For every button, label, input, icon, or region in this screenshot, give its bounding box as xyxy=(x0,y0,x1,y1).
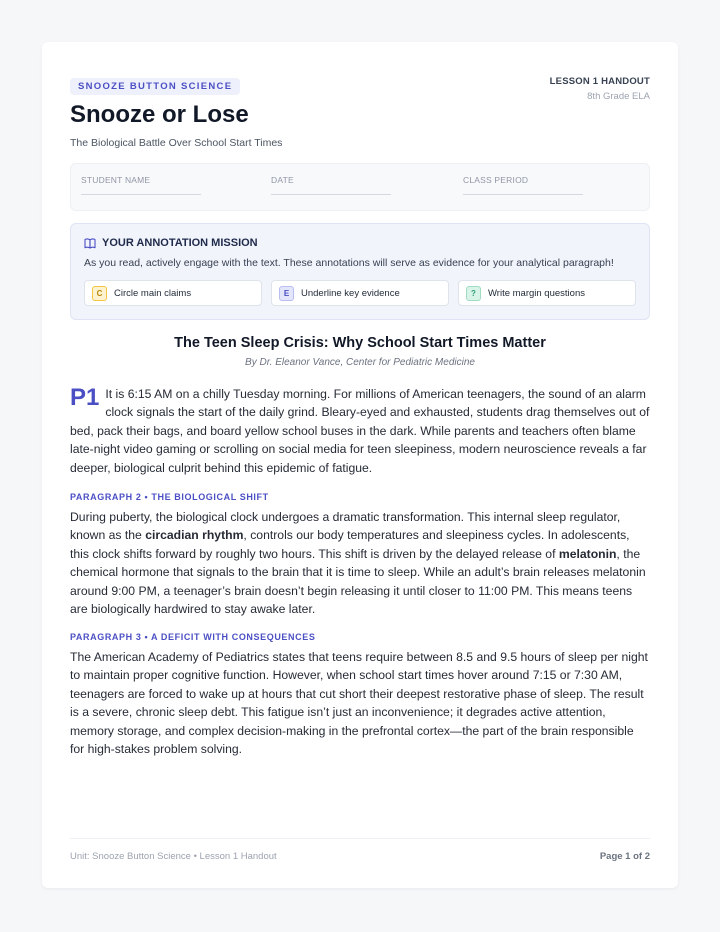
paragraph-3 xyxy=(70,632,650,758)
paragraph-2-label: PARAGRAPH 2 • THE BIOLOGICAL SHIFT xyxy=(70,492,269,502)
page-subtitle: The Biological Battle Over School Start Times xyxy=(70,137,283,149)
class-period-label: CLASS PERIOD xyxy=(463,175,529,185)
page-footer xyxy=(70,838,650,869)
mission-title: YOUR ANNOTATION MISSION xyxy=(102,237,258,249)
paragraph-3-label: PARAGRAPH 3 • A DEFICIT WITH CONSEQUENCES xyxy=(70,632,316,642)
paragraph-marker: P1 xyxy=(70,384,100,411)
article-title: The Teen Sleep Crisis: Why School Start Times Matter xyxy=(174,335,546,351)
badge-e: E xyxy=(279,286,294,301)
annotation-key xyxy=(84,280,636,306)
lesson-label: LESSON 1 HANDOUT xyxy=(549,76,650,87)
handout-page xyxy=(42,42,678,888)
student-name-field[interactable] xyxy=(81,175,201,195)
chip-label: Write margin questions xyxy=(488,287,585,299)
class-period-line[interactable] xyxy=(463,194,583,195)
chip-label: Underline key evidence xyxy=(301,287,400,299)
page-title: Snooze or Lose xyxy=(70,101,249,128)
annotation-mission-box xyxy=(70,223,650,320)
date-label: DATE xyxy=(271,175,294,185)
lesson-info xyxy=(550,76,650,102)
paragraph-2-text xyxy=(70,508,650,618)
mission-instructions: As you read, actively engage with the text. These annotations will serve as evidence for your analytical paragraph! xyxy=(84,257,614,269)
paragraph-2 xyxy=(70,492,650,618)
class-period-field[interactable] xyxy=(463,175,583,195)
page-header xyxy=(70,76,650,176)
chip-circle-claims xyxy=(84,280,262,306)
chip-underline-evidence xyxy=(271,280,449,306)
paragraph-3-text: The American Academy of Pediatrics states that teens require between 8.5 and 9.5 hours of sleep per night to maintain proper cognitive function. However, when school start times hover around 7:15 or 7:30 AM, teenagers are forced to wake up at hours that cut short their deepest restorative phase of sleep. The result is a severe, chronic sleep debt. This fatigue isn’t just an inconvenience; it degrades active attention, memory storage, and complex decision-making in the prefrontal cortex—the part of the brain responsible for high-stakes problem solving. xyxy=(70,650,648,757)
chip-label: Circle main claims xyxy=(114,287,192,299)
student-name-label: STUDENT NAME xyxy=(81,175,151,185)
date-field[interactable] xyxy=(271,175,391,195)
footer-unit: Unit: Snooze Button Science • Lesson 1 Handout xyxy=(70,851,277,862)
text-run: , the chemical hormone that signals to the brain that it is time to sleep. While an adult’s brain releases melatonin around 9:00 PM, a teenager’s brain doesn’t begin releasing it until closer to 11:00 PM. This means teens are biologically hardwired to stay awake later. xyxy=(70,546,646,617)
unit-badge: SNOOZE BUTTON SCIENCE xyxy=(70,78,240,95)
grade-label: 8th Grade ELA xyxy=(587,91,650,102)
page-number: Page 1 of 2 xyxy=(599,851,650,862)
badge-question: ? xyxy=(466,286,481,301)
article-byline: By Dr. Eleanor Vance, Center for Pediatric Medicine xyxy=(245,357,475,368)
student-info-fields xyxy=(70,163,650,211)
key-term: circadian rhythm xyxy=(145,528,244,543)
paragraph-1-text: It is 6:15 AM on a chilly Tuesday morning. For millions of American teenagers, the sound of an alarm clock signals the start of the daily grind. Bleary-eyed and exhausted, students drag themselves out of bed, pack their bags, and board yellow school buses in the dark. While parents and teachers often blame late-night video gaming or scrolling on social media for teen sleepiness, modern neuroscience reveals a far deeper, biological culprit behind this epidemic of fatigue. xyxy=(70,387,650,475)
text-run: During puberty, the biological clock undergoes a dramatic transformation. This internal sleep regulator, known as the xyxy=(70,510,621,543)
chip-margin-questions xyxy=(458,280,636,306)
date-line[interactable] xyxy=(271,194,391,195)
badge-c: C xyxy=(92,286,107,301)
book-icon xyxy=(84,238,96,249)
mission-header xyxy=(84,237,258,249)
key-term: melatonin xyxy=(558,546,617,561)
paragraph-1 xyxy=(70,385,650,477)
student-name-line[interactable] xyxy=(81,194,201,195)
text-run: , controls our body temperatures and sleepiness cycles. In adolescents, this clock shifts forward by roughly two hours. This shift is driven by the delayed release of xyxy=(70,528,630,561)
